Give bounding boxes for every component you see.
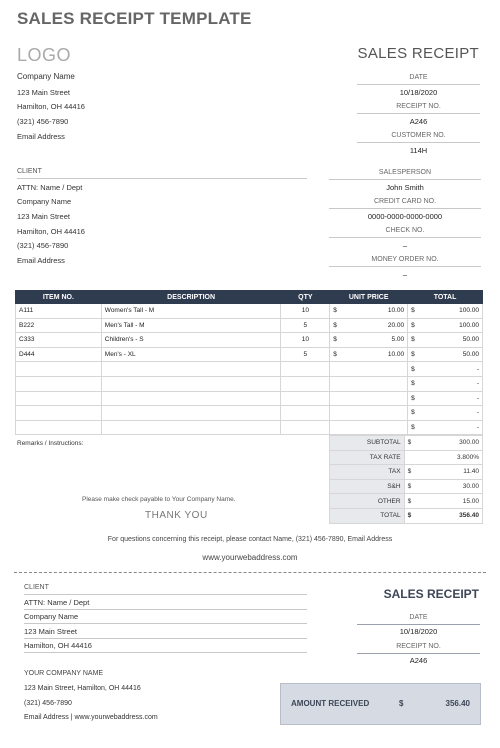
item-total-cell bbox=[408, 347, 483, 362]
item-unit-price-cell[interactable] bbox=[330, 376, 408, 391]
totals-value-cell bbox=[404, 465, 482, 480]
item-no-cell[interactable] bbox=[16, 376, 102, 391]
client-city: Hamilton, OH 44416 bbox=[17, 227, 85, 236]
item-row bbox=[16, 376, 483, 391]
currency-symbol: $ bbox=[333, 307, 337, 315]
currency-symbol: $ bbox=[407, 497, 412, 505]
amount-received-dollar: $ bbox=[399, 699, 404, 708]
item-row bbox=[16, 362, 483, 377]
currency-symbol: $ bbox=[411, 409, 415, 417]
item-qty-cell[interactable] bbox=[281, 420, 330, 435]
stub-receipt-no-label: RECEIPT NO. bbox=[357, 643, 480, 654]
currency-symbol: $ bbox=[411, 351, 415, 359]
item-row bbox=[16, 420, 483, 435]
remarks-label: Remarks / Instructions: bbox=[17, 440, 84, 447]
totals-table bbox=[329, 435, 483, 524]
item-qty-cell[interactable] bbox=[281, 391, 330, 406]
col-item-no: ITEM NO. bbox=[16, 291, 102, 304]
item-total-cell bbox=[408, 304, 483, 319]
totals-label: S&H bbox=[330, 479, 405, 494]
item-qty-cell[interactable]: 10 bbox=[281, 304, 330, 319]
unit-price-value: 5.00 bbox=[391, 336, 405, 344]
total-value: - bbox=[476, 424, 479, 432]
website[interactable]: www.yourwebaddress.com bbox=[202, 553, 298, 562]
totals-value[interactable]: 300.00 bbox=[459, 439, 479, 447]
item-unit-price-cell[interactable] bbox=[330, 362, 408, 377]
client-phone: (321) 456-7890 bbox=[17, 241, 69, 250]
item-row bbox=[16, 304, 483, 319]
item-description-cell[interactable] bbox=[101, 376, 281, 391]
item-no-cell[interactable] bbox=[16, 406, 102, 421]
credit-card-label: CREDIT CARD NO. bbox=[329, 198, 481, 209]
item-total-cell bbox=[408, 406, 483, 421]
currency-symbol: $ bbox=[411, 365, 415, 373]
total-value: - bbox=[476, 380, 479, 388]
col-unit-price: UNIT PRICE bbox=[330, 291, 408, 304]
col-description: DESCRIPTION bbox=[101, 291, 281, 304]
salesperson-value[interactable]: John Smith bbox=[386, 183, 424, 192]
money-order-value[interactable]: – bbox=[402, 270, 408, 279]
totals-label: OTHER bbox=[330, 494, 405, 509]
col-total: TOTAL bbox=[408, 291, 483, 304]
totals-row bbox=[330, 465, 483, 480]
item-description-cell[interactable]: Men's Tall - M bbox=[101, 318, 281, 333]
salesperson-label: SALESPERSON bbox=[329, 169, 481, 180]
your-company-contact: Email Address | www.yourwebaddress.com bbox=[24, 714, 158, 721]
item-description-cell[interactable]: Men's - XL bbox=[101, 347, 281, 362]
stub-client-label: CLIENT bbox=[24, 584, 307, 595]
totals-value[interactable]: 11.40 bbox=[463, 468, 479, 476]
amount-received-value[interactable]: 356.40 bbox=[445, 699, 470, 708]
item-total-cell bbox=[408, 318, 483, 333]
stub-client-attn: ATTN: Name / Dept bbox=[24, 598, 307, 610]
currency-symbol: $ bbox=[333, 321, 337, 329]
item-no-cell[interactable] bbox=[16, 420, 102, 435]
total-value: - bbox=[476, 394, 479, 402]
client-street: 123 Main Street bbox=[17, 212, 70, 221]
currency-symbol: $ bbox=[411, 394, 415, 402]
item-qty-cell[interactable]: 5 bbox=[281, 347, 330, 362]
total-value: 100.00 bbox=[459, 307, 479, 315]
totals-value[interactable]: 356.40 bbox=[459, 512, 479, 520]
stub-heading: SALES RECEIPT bbox=[383, 587, 479, 601]
item-description-cell[interactable] bbox=[101, 391, 281, 406]
item-no-cell[interactable] bbox=[16, 362, 102, 377]
item-description-cell[interactable] bbox=[101, 406, 281, 421]
stub-client-company: Company Name bbox=[24, 612, 307, 624]
total-value: - bbox=[476, 365, 479, 373]
items-body bbox=[16, 304, 483, 435]
item-no-cell[interactable] bbox=[16, 391, 102, 406]
stub-receipt-no-value[interactable]: A246 bbox=[409, 656, 428, 665]
item-total-cell bbox=[408, 376, 483, 391]
your-company-name: YOUR COMPANY NAME bbox=[24, 670, 104, 677]
totals-row bbox=[330, 436, 483, 451]
logo: LOGO bbox=[17, 45, 72, 65]
item-unit-price-cell[interactable] bbox=[330, 347, 408, 362]
item-unit-price-cell[interactable] bbox=[330, 391, 408, 406]
totals-value-cell bbox=[404, 436, 482, 451]
item-unit-price-cell[interactable] bbox=[330, 406, 408, 421]
item-no-cell[interactable]: A111 bbox=[16, 304, 102, 319]
totals-row bbox=[330, 450, 483, 465]
item-row bbox=[16, 333, 483, 348]
item-qty-cell[interactable] bbox=[281, 362, 330, 377]
currency-symbol: $ bbox=[411, 380, 415, 388]
your-company-address: 123 Main Street, Hamilton, OH 44416 bbox=[24, 685, 141, 692]
totals-value[interactable]: 3.800% bbox=[456, 453, 479, 461]
item-no-cell[interactable]: C333 bbox=[16, 333, 102, 348]
totals-body bbox=[330, 436, 483, 524]
item-row bbox=[16, 318, 483, 333]
credit-card-value[interactable]: 0000-0000-0000-0000 bbox=[367, 212, 443, 221]
item-unit-price-cell[interactable] bbox=[330, 420, 408, 435]
item-total-cell bbox=[408, 362, 483, 377]
company-city: Hamilton, OH 44416 bbox=[17, 102, 85, 111]
company-phone: (321) 456-7890 bbox=[17, 117, 69, 126]
item-row bbox=[16, 406, 483, 421]
currency-symbol: $ bbox=[411, 321, 415, 329]
total-value: - bbox=[476, 409, 479, 417]
currency-symbol: $ bbox=[407, 512, 412, 520]
totals-value-cell bbox=[404, 494, 482, 509]
date-value[interactable]: 10/18/2020 bbox=[399, 88, 438, 97]
item-row bbox=[16, 347, 483, 362]
your-company-phone: (321) 456-7890 bbox=[24, 700, 72, 707]
totals-value[interactable]: 30.00 bbox=[462, 483, 479, 491]
item-qty-cell[interactable]: 5 bbox=[281, 318, 330, 333]
item-total-cell bbox=[408, 420, 483, 435]
company-street: 123 Main Street bbox=[17, 88, 70, 97]
currency-symbol: $ bbox=[407, 468, 412, 476]
item-qty-cell[interactable] bbox=[281, 406, 330, 421]
client-label: CLIENT bbox=[17, 168, 307, 179]
item-qty-cell[interactable] bbox=[281, 376, 330, 391]
company-email: Email Address bbox=[17, 132, 65, 141]
total-value: 50.00 bbox=[462, 336, 479, 344]
client-attn: ATTN: Name / Dept bbox=[17, 183, 83, 192]
totals-value-cell bbox=[404, 479, 482, 494]
tear-off-separator bbox=[14, 572, 486, 573]
receipt-heading: SALES RECEIPT bbox=[357, 45, 479, 62]
questions-note: For questions concerning this receipt, please contact Name, (321) 456-7890, Email Address bbox=[107, 536, 393, 543]
client-company: Company Name bbox=[17, 197, 72, 206]
stub-client-street: 123 Main Street bbox=[24, 627, 307, 639]
currency-symbol: $ bbox=[333, 336, 337, 344]
stub-client-city: Hamilton, OH 44416 bbox=[24, 641, 307, 653]
check-payable-note: Please make check payable to Your Company Name. bbox=[82, 496, 236, 503]
page-title: SALES RECEIPT TEMPLATE bbox=[17, 9, 252, 28]
item-description-cell[interactable] bbox=[101, 420, 281, 435]
item-total-cell bbox=[408, 391, 483, 406]
currency-symbol: $ bbox=[411, 307, 415, 315]
totals-label: TAX RATE bbox=[330, 450, 405, 465]
amount-received-box bbox=[280, 683, 481, 725]
date-label: DATE bbox=[357, 74, 480, 85]
col-qty: QTY bbox=[281, 291, 330, 304]
item-description-cell[interactable]: Women's Tall - M bbox=[101, 304, 281, 319]
item-total-cell bbox=[408, 333, 483, 348]
receipt-no-value[interactable]: A246 bbox=[409, 117, 428, 126]
money-order-label: MONEY ORDER NO. bbox=[329, 256, 481, 267]
stub-date-label: DATE bbox=[357, 614, 480, 625]
receipt-no-label: RECEIPT NO. bbox=[357, 103, 480, 114]
item-description-cell[interactable] bbox=[101, 362, 281, 377]
item-unit-price-cell[interactable] bbox=[330, 304, 408, 319]
item-unit-price-cell[interactable] bbox=[330, 333, 408, 348]
unit-price-value: 20.00 bbox=[387, 321, 405, 329]
item-unit-price-cell[interactable] bbox=[330, 318, 408, 333]
totals-label: TOTAL bbox=[330, 508, 405, 523]
totals-value[interactable]: 15.00 bbox=[462, 497, 479, 505]
totals-row bbox=[330, 494, 483, 509]
totals-label: SUBTOTAL bbox=[330, 436, 405, 451]
total-value: 100.00 bbox=[459, 321, 479, 329]
item-no-cell[interactable]: D444 bbox=[16, 347, 102, 362]
item-description-cell[interactable]: Children's - S bbox=[101, 333, 281, 348]
totals-row bbox=[330, 479, 483, 494]
item-row bbox=[16, 391, 483, 406]
unit-price-value: 10.00 bbox=[387, 307, 405, 315]
customer-no-value[interactable]: 114H bbox=[409, 146, 428, 155]
company-name: Company Name bbox=[17, 72, 75, 81]
totals-value-cell bbox=[404, 450, 482, 465]
items-table bbox=[15, 290, 483, 435]
total-value: 50.00 bbox=[462, 351, 479, 359]
unit-price-value: 10.00 bbox=[387, 351, 405, 359]
currency-symbol: $ bbox=[407, 439, 412, 447]
amount-received-label: AMOUNT RECEIVED bbox=[291, 699, 370, 708]
currency-symbol: $ bbox=[333, 351, 337, 359]
item-no-cell[interactable]: B222 bbox=[16, 318, 102, 333]
currency-symbol: $ bbox=[407, 483, 412, 491]
currency-symbol: $ bbox=[411, 424, 415, 432]
stub-date-value[interactable]: 10/18/2020 bbox=[399, 627, 438, 636]
totals-label: TAX bbox=[330, 465, 405, 480]
item-qty-cell[interactable]: 10 bbox=[281, 333, 330, 348]
check-no-value[interactable]: – bbox=[402, 241, 408, 250]
customer-no-label: CUSTOMER NO. bbox=[357, 132, 480, 143]
currency-symbol: $ bbox=[411, 336, 415, 344]
thank-you: THANK YOU bbox=[145, 510, 208, 521]
items-header-row bbox=[16, 291, 483, 304]
totals-value-cell bbox=[404, 508, 482, 523]
totals-row bbox=[330, 508, 483, 523]
check-no-label: CHECK NO. bbox=[329, 227, 481, 238]
client-email: Email Address bbox=[17, 256, 65, 265]
